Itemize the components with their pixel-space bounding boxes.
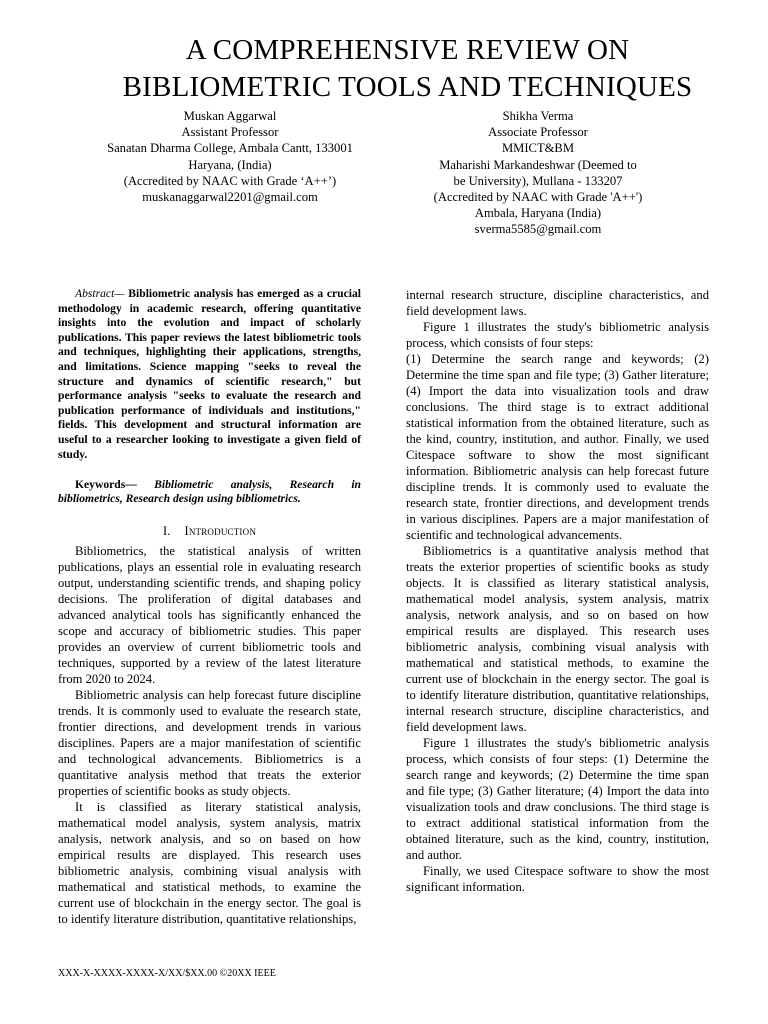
right-paragraph-1: internal research structure, discipline characteristics, and field development laws.: [406, 288, 709, 318]
keywords-text: Bibliometric analysis, Research in bibliometrics, Research design using bibliometrics.: [58, 478, 361, 505]
left-paragraph-3: It is classified as literary statistical analysis, mathematical model analysis, system analysis, matrix analysis, network analysis, and so on based on how empirical results are displayed. This research uses bibliometric analysis, combining visual analysis with mathematical and statistical methods, to examine the current use of blockchain in the energy sector. The goal is to identify literature distribution, quantitative relationships,: [58, 800, 361, 927]
author-1-accreditation: (Accredited by NAAC with Grade ‘A++’): [123, 173, 337, 188]
keywords-label: Keywords—: [75, 478, 137, 492]
author-2-affiliation-line-1: Maharishi Markandeshwar (Deemed to: [439, 157, 637, 172]
section-heading-introduction: [58, 523, 361, 539]
section-title: Introduction: [184, 524, 257, 539]
title-line-1: A COMPREHENSIVE REVIEW ON: [185, 34, 630, 66]
abstract-label: Abstract—: [75, 287, 125, 300]
right-paragraph-6: Finally, we used Citespace software to show the most significant information.: [406, 864, 709, 894]
author-2-position: Associate Professor: [488, 125, 588, 140]
author-2-affiliation-line-2: be University), Mullana - 133207: [453, 173, 623, 188]
author-2-email: sverma5585@gmail.com: [474, 222, 602, 237]
left-paragraph-1: Bibliometrics, the statistical analysis of written publications, plays an essential role in evaluating research output, understanding scientific trends, and shaping policy decisions. The proliferation of digital databases and advanced analytical tools has significantly enhanced the scope and accuracy of bibliometric studies. This paper provides an overview of current bibliometric tools and techniques, supported by a review of the latest literature from 2020 to 2024.: [58, 544, 361, 687]
author-2-accreditation: (Accredited by NAAC with Grade 'A++'): [433, 190, 643, 205]
left-paragraph-2: Bibliometric analysis can help forecast future discipline trends. It is commonly used to evaluate the research state, frontier directions, and development trends in various disciplines. Papers are a major manifestation of scientific and technological advancements. Bibliometrics is a quantitative analysis method that treats the exterior properties of scientific books as study objects.: [58, 688, 361, 799]
title-line-2: BIBLIOMETRIC TOOLS AND TECHNIQUES: [122, 71, 693, 103]
right-paragraph-4: Bibliometrics is a quantitative analysis method that treats the exterior properties of scientific books as study objects. It is classified as literary statistical analysis, mathematical model analysis, system analysis, matrix analysis, network analysis, and so on based on how empirical results are displayed. This research uses bibliometric analysis, combining visual analysis with mathematical and statistical methods, to examine the current use of blockchain in the energy sector. The goal is to identify literature distribution, quantitative relationships, internal research structure, discipline characteristics, and field development laws.: [406, 544, 709, 734]
left-column: [58, 287, 361, 927]
author-2-name: Shikha Verma: [502, 109, 574, 123]
right-column: [406, 287, 709, 895]
author-1-location: Haryana, (India): [188, 157, 272, 172]
right-paragraph-2: Figure 1 illustrates the study's bibliometric analysis process, which consists of four steps:: [406, 320, 709, 350]
author-2-department: MMICT&BM: [501, 141, 575, 156]
paper-title: [40, 32, 768, 106]
author-1-email: muskanaggarwal2201@gmail.com: [142, 190, 318, 205]
author-1-position: Assistant Professor: [181, 125, 279, 140]
author-1-affiliation: Sanatan Dharma College, Ambala Cantt, 133001: [107, 141, 353, 156]
section-number: I.: [162, 524, 171, 539]
copyright-footer: XXX-X-XXXX-XXXX-X/XX/$XX.00 ©20XX IEEE: [58, 968, 276, 979]
abstract: [58, 287, 361, 462]
author-1-name: Muskan Aggarwal: [183, 109, 277, 123]
keywords: [58, 478, 361, 505]
author-block-1: [80, 108, 380, 205]
right-paragraph-3: (1) Determine the search range and keywords; (2) Determine the time span and file type; (3) Gather literature; (4) Import the data into visualization tools and draw conclusions. The third stage is to extract additional statistical information from the obtained literature, such as the kind, country, institution, and author. Finally, we used Citespace software to show the most significant information. Bibliometric analysis can help forecast future discipline trends. It is commonly used to evaluate the research state, frontier directions, and development trends in various disciplines. Papers are a major manifestation of scientific and technological advancements.: [406, 352, 709, 542]
author-2-location: Ambala, Haryana (India): [474, 206, 602, 221]
author-block-2: [388, 108, 688, 238]
abstract-text: Bibliometric analysis has emerged as a crucial methodology in academic research, offering quantitative insights into the evolution and impact of scholarly publications. This paper reviews the latest bibliometric tools and techniques, highlighting their applications, strengths, and limitations. Science mapping "seeks to reveal the structure and dynamics of scientific research," but performance analysis "seeks to evaluate the research and publication performance of individuals and institutions," fields. This development and structural information are useful to a researcher looking to investigate a given field of study.: [58, 287, 361, 461]
right-paragraph-5: Figure 1 illustrates the study's bibliometric analysis process, which consists of four steps: (1) Determine the search range and keywords; (2) Determine the time span and file type; (3) Gather literature; (4) Import the data into visualization tools and draw conclusions. The third stage is to extract additional statistical information from the obtained literature, such as the kind, country, institution, and author.: [406, 736, 709, 862]
